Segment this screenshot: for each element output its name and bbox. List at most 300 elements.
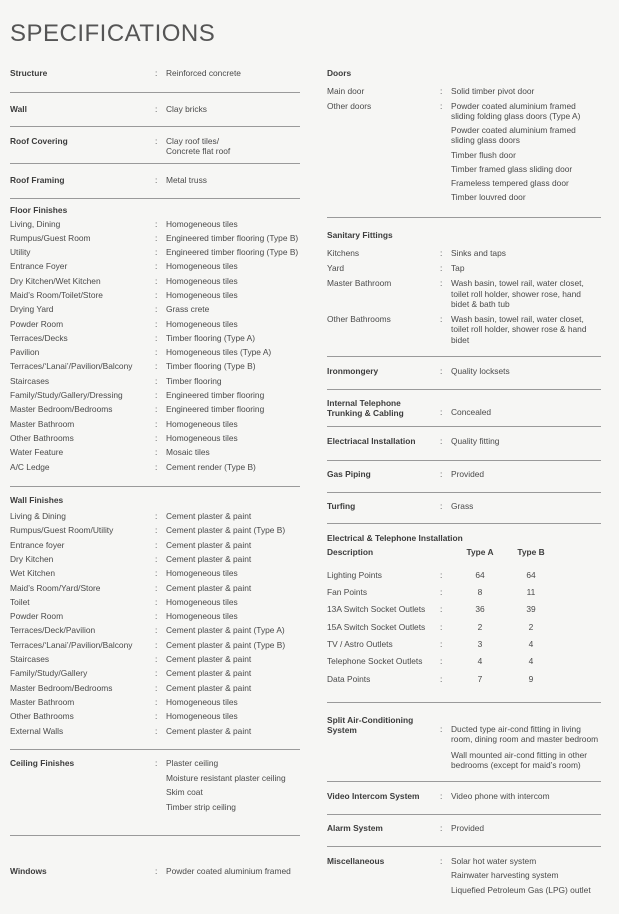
other-doors-value-line: Timber framed glass sliding door (451, 163, 573, 174)
wall-finish-item-label: Powder Room (10, 611, 64, 622)
floor-finish-item-value-line: Cement render (Type B) (166, 461, 256, 472)
wall-finish-item-value (166, 583, 300, 597)
other-doors-label: Other doors (327, 100, 372, 111)
colon-separator: : (155, 232, 158, 243)
sanitary-heading: Sanitary Fittings (327, 229, 393, 240)
colon-separator: : (155, 596, 158, 607)
video-intercom-value-line: Video phone with intercom (451, 791, 550, 802)
wall-finish-item-row (10, 726, 300, 740)
main-door-value (451, 86, 601, 100)
floor-finish-item-row (10, 247, 300, 261)
ironmongery-row (327, 366, 601, 379)
sanitary-item-row (327, 248, 601, 263)
electrical-installation-row (327, 436, 601, 449)
colon-separator: : (155, 175, 158, 185)
type-a-value: 8 (477, 586, 483, 597)
colon-separator: : (155, 625, 158, 636)
type-b-header: Type B (517, 547, 545, 558)
sanitary-item-value (451, 248, 601, 263)
colon-separator: : (155, 275, 158, 286)
telephone-row (327, 398, 601, 420)
floor-finish-item-value (166, 347, 300, 361)
description-header: Description (327, 547, 374, 558)
wall-finish-item-value-line: Cement plaster & paint (166, 668, 252, 679)
wall-finish-item-row (10, 611, 300, 625)
floor-finish-item-label: Living, Dining (10, 218, 61, 229)
floor-finish-item-row (10, 447, 300, 461)
colon-separator: : (440, 314, 443, 324)
floor-finish-item-value (166, 404, 300, 418)
ironmongery-value (451, 366, 601, 379)
elec-tel-row-label: 13A Switch Socket Outlets (327, 604, 426, 615)
structure-value (166, 68, 300, 81)
elec-tel-row (327, 570, 601, 587)
wall-section (10, 104, 300, 126)
miscellaneous-value-line: Rainwater harvesting system (451, 870, 559, 881)
floor-finish-item-value-line: Homogeneous tiles (Type A) (166, 347, 272, 358)
other-doors-value-line: Powder coated aluminium framed sliding glass doors (451, 125, 576, 146)
structure-label: Structure (10, 68, 48, 78)
miscellaneous-row (327, 856, 601, 900)
left-column (10, 68, 300, 879)
floor-finish-item-row (10, 433, 300, 447)
telephone-value (451, 398, 601, 420)
sanitary-item-value-line: Wash basin, towel rail, water closet, toilet roll holder, shower rose, hand bidet & bath tub (451, 278, 584, 309)
colon-separator: : (155, 711, 158, 722)
colon-separator: : (440, 791, 443, 802)
sanitary-item-value-line: Tap (451, 263, 465, 273)
electrical-section (327, 436, 601, 460)
wall-finish-item-label: Master Bathroom (10, 696, 75, 707)
wall-finish-item-value (166, 540, 300, 554)
floor-finish-item-value (166, 419, 300, 433)
wall-finish-item-label: Rumpus/Guest Room/Utility (10, 525, 114, 536)
floor-finish-item-label: Terraces/Decks (10, 332, 68, 343)
type-b-value: 4 (528, 639, 534, 650)
ceiling-finishes-value-line: Moisture resistant plaster ceiling (166, 772, 286, 783)
ceiling-finishes-value-line: Skim coat (166, 787, 203, 798)
colon-separator: : (155, 218, 158, 229)
electrical-installation-label: Electriacal Installation (327, 436, 416, 447)
colon-separator: : (155, 347, 158, 358)
wall-finish-item-value-line: Cement plaster & paint (166, 582, 252, 593)
wall-finish-item-row (10, 683, 300, 697)
main-door-value-line: Solid timber pivot door (451, 86, 535, 97)
windows-row (10, 866, 300, 879)
colon-separator: : (155, 135, 158, 146)
sanitary-item-row (327, 314, 601, 350)
elec-tel-row (327, 656, 601, 673)
wall-finish-item-label: Other Bathrooms (10, 711, 74, 722)
type-b-value: 39 (526, 604, 536, 615)
elec-tel-row-label: Lighting Points (327, 569, 382, 580)
floor-finish-item-label: Master Bedroom/Bedrooms (10, 404, 113, 415)
floor-finish-item-value (166, 304, 300, 318)
colon-separator: : (155, 568, 158, 579)
colon-separator: : (155, 668, 158, 679)
floor-finish-item-value-line: Engineered timber flooring (Type B) (166, 232, 299, 243)
wall-finishes-heading: Wall Finishes (10, 494, 64, 505)
video-intercom-value (451, 791, 601, 804)
colon-separator: : (440, 673, 443, 684)
elec-tel-row-label: TV / Astro Outlets (327, 639, 393, 650)
floor-finishes-heading: Floor Finishes (10, 205, 68, 216)
elec-tel-row (327, 674, 601, 691)
other-doors-value-line: Timber flush door (451, 149, 516, 160)
turfing-row (327, 501, 601, 514)
gas-piping-label: Gas Piping (327, 468, 371, 479)
other-doors-value-line: Powder coated aluminium framed sliding folding glass doors (Type A) (451, 100, 581, 121)
wall-finish-item-value (166, 625, 300, 639)
roof-framing-value (166, 175, 300, 188)
floor-finish-item-value-line: Homogeneous tiles (166, 318, 238, 329)
floor-finish-item-value-line: Homogeneous tiles (166, 432, 238, 443)
type-b-value: 11 (526, 586, 536, 597)
sanitary-item-label: Master Bathroom (327, 278, 392, 289)
floor-finish-item-label: Maid’s Room/Toilet/Store (10, 289, 103, 300)
floor-finish-item-value (166, 319, 300, 333)
elec-tel-header-row (327, 547, 601, 557)
colon-separator: : (155, 332, 158, 343)
colon-separator: : (155, 304, 158, 315)
floor-finish-item-row (10, 419, 300, 433)
wall-finish-item-label: Family/Study/Gallery (10, 668, 88, 679)
intercom-section (327, 791, 601, 815)
floor-finish-item-value-line: Mosaic tiles (166, 447, 210, 458)
doors-section (327, 68, 601, 218)
floor-finish-item-label: Staircases (10, 375, 50, 386)
floor-finish-item-row (10, 319, 300, 333)
floor-finish-item-value-line: Homogeneous tiles (166, 261, 238, 272)
colon-separator: : (155, 757, 158, 768)
colon-separator: : (155, 582, 158, 593)
floor-finish-item-label: Rumpus/Guest Room (10, 232, 91, 243)
wall-finish-item-value (166, 726, 300, 740)
other-doors-row (327, 101, 601, 207)
colon-separator: : (155, 525, 158, 536)
aircon-value-line: Ducted type air-cond fitting in living room, dining room and master bedroom (451, 724, 599, 745)
wall-value-line: Clay bricks (166, 104, 207, 115)
floor-finish-item-row (10, 333, 300, 347)
colon-separator: : (440, 656, 443, 667)
wall-value (166, 104, 300, 117)
sanitary-item-value-line: Sinks and taps (451, 247, 506, 258)
colon-separator: : (440, 100, 443, 111)
windows-value (166, 866, 300, 879)
colon-separator: : (155, 682, 158, 693)
ceiling-finishes-value (166, 758, 300, 817)
ironmongery-section (327, 366, 601, 390)
floor-finish-item-label: Drying Yard (10, 304, 54, 315)
windows-value-line: Powder coated aluminium framed (166, 865, 291, 876)
floor-finish-item-row (10, 361, 300, 375)
wall-finish-item-value-line: Cement plaster & paint (Type B) (166, 639, 286, 650)
other-doors-value-line: Timber louvred door (451, 192, 526, 203)
right-column (327, 68, 601, 900)
wall-finish-item-row (10, 511, 300, 525)
elec-tel-row (327, 639, 601, 656)
turfing-section (327, 501, 601, 524)
wall-finish-item-value-line: Cement plaster & paint (Type A) (166, 625, 285, 636)
colon-separator: : (155, 432, 158, 443)
gas-piping-value (451, 469, 601, 482)
floor-finish-item-label: Powder Room (10, 318, 64, 329)
floor-finish-item-label: A/C Ledge (10, 461, 50, 472)
elec-tel-heading: Electrical & Telephone Installation (327, 533, 463, 543)
floor-finish-item-value (166, 219, 300, 233)
floor-finish-item-row (10, 276, 300, 290)
floor-finish-item-value (166, 247, 300, 261)
type-b-value: 64 (526, 569, 536, 580)
telephone-value-line: Concealed (451, 407, 492, 417)
ceiling-finishes-label: Ceiling Finishes (10, 757, 75, 768)
elec-tel-section (327, 533, 601, 703)
colon-separator: : (155, 375, 158, 386)
floor-finish-item-value (166, 290, 300, 304)
type-a-value: 7 (477, 673, 483, 684)
windows-label: Windows (10, 865, 47, 876)
floor-finish-item-row (10, 347, 300, 361)
floor-finish-item-row (10, 304, 300, 318)
floor-finish-item-label: Pavilion (10, 347, 40, 358)
colon-separator: : (155, 461, 158, 472)
wall-finish-item-row (10, 654, 300, 668)
floor-finish-item-value-line: Timber flooring (166, 375, 222, 386)
main-door-label: Main door (327, 86, 365, 97)
wall-finish-item-label: Entrance foyer (10, 539, 65, 550)
roof-covering-value-line: Concrete flat roof (166, 145, 231, 156)
colon-separator: : (440, 263, 443, 273)
turfing-value (451, 501, 601, 514)
floor-finish-item-value (166, 333, 300, 347)
wall-finish-item-label: Dry Kitchen (10, 553, 54, 564)
roof-covering-section (10, 136, 300, 165)
colon-separator: : (155, 865, 158, 876)
floor-finish-item-value (166, 376, 300, 390)
colon-separator: : (440, 407, 443, 417)
telephone-label-line: Trunking & Cabling (327, 408, 404, 419)
colon-separator: : (440, 365, 443, 376)
colon-separator: : (155, 654, 158, 665)
colon-separator: : (440, 855, 443, 866)
wall-finish-item-row (10, 525, 300, 539)
wall-finish-item-value (166, 711, 300, 725)
type-a-value: 64 (475, 569, 485, 580)
wall-finish-item-label: Maid’s Room/Yard/Store (10, 582, 101, 593)
sanitary-item-row (327, 278, 601, 314)
wall-finish-item-value (166, 697, 300, 711)
windows-section (10, 866, 300, 879)
turfing-label: Turfing (327, 500, 356, 511)
wall-finish-item-label: Staircases (10, 654, 50, 665)
colon-separator: : (440, 639, 443, 650)
video-intercom-label: Video Intercom System (327, 791, 420, 802)
ceiling-finishes-value-line: Timber strip ceiling (166, 802, 236, 813)
colon-separator: : (155, 511, 158, 522)
wall-label: Wall (10, 104, 27, 115)
electrical-installation-value-line: Quality fitting (451, 436, 500, 447)
video-intercom-row (327, 791, 601, 804)
alarm-system-value-line: Provided (451, 823, 485, 834)
colon-separator: : (155, 725, 158, 736)
type-b-value: 9 (528, 673, 534, 684)
wall-finish-item-value (166, 668, 300, 682)
alarm-system-label: Alarm System (327, 823, 383, 834)
colon-separator: : (440, 724, 443, 735)
colon-separator: : (155, 447, 158, 458)
floor-finish-item-label: Family/Study/Gallery/Dressing (10, 390, 123, 401)
miscellaneous-value (451, 856, 601, 900)
sanitary-item-value (451, 314, 601, 350)
ceiling-finishes-row (10, 758, 300, 817)
floor-finish-item-row (10, 390, 300, 404)
aircon-label-line: Split Air-Conditioning (327, 715, 414, 726)
colon-separator: : (440, 247, 443, 258)
miscellaneous-value-line: Solar hot water system (451, 855, 537, 866)
wall-finish-item-row (10, 554, 300, 568)
floor-finish-item-value (166, 447, 300, 461)
wall-finish-item-row (10, 568, 300, 582)
ceiling-finishes-section (10, 758, 300, 836)
sanitary-item-label: Other Bathrooms (327, 314, 391, 324)
alarm-section (327, 823, 601, 846)
floor-finish-item-value-line: Timber flooring (Type B) (166, 361, 256, 372)
miscellaneous-value-line: Liquefied Petroleum Gas (LPG) outlet (451, 885, 591, 896)
floor-finish-item-label: Entrance Foyer (10, 261, 68, 272)
floor-finish-item-label: Master Bathroom (10, 418, 75, 429)
floor-finish-item-value-line: Engineered timber flooring (166, 404, 265, 415)
structure-row (10, 68, 300, 81)
wall-finish-item-value (166, 640, 300, 654)
wall-finish-item-value (166, 511, 300, 525)
colon-separator: : (155, 696, 158, 707)
sanitary-item-value-line: Wash basin, towel rail, water closet, toilet roll holder, shower rose & hand bidet (451, 314, 587, 345)
roof-framing-label: Roof Framing (10, 175, 65, 185)
floor-finish-item-value (166, 261, 300, 275)
floor-finish-item-value-line: Homogeneous tiles (166, 218, 238, 229)
spacer (440, 547, 451, 557)
colon-separator: : (155, 611, 158, 622)
colon-separator: : (440, 500, 443, 511)
wall-finish-item-value-line: Homogeneous tiles (166, 596, 238, 607)
wall-finish-item-label: External Walls (10, 725, 64, 736)
aircon-label-line: System (327, 725, 357, 736)
wall-finish-item-value-line: Homogeneous tiles (166, 568, 238, 579)
wall-finish-item-value-line: Cement plaster & paint (166, 725, 252, 736)
alarm-system-value (451, 823, 601, 836)
colon-separator: : (155, 247, 158, 258)
colon-separator: : (440, 823, 443, 834)
turfing-value-line: Grass (451, 500, 474, 511)
wall-finish-item-row (10, 640, 300, 654)
floor-finish-item-row (10, 261, 300, 275)
type-a-value: 36 (475, 604, 485, 615)
colon-separator: : (440, 621, 443, 632)
wall-finish-item-value (166, 611, 300, 625)
floor-finish-item-value (166, 233, 300, 247)
wall-finish-item-value-line: Homogeneous tiles (166, 611, 238, 622)
other-doors-value (451, 101, 601, 207)
ironmongery-label: Ironmongery (327, 365, 379, 376)
wall-finish-item-value (166, 554, 300, 568)
elec-tel-row (327, 622, 601, 639)
sanitary-item-value (451, 263, 601, 278)
floor-finish-item-row (10, 219, 300, 233)
sanitary-item-label: Kitchens (327, 247, 360, 258)
wall-finish-item-value (166, 654, 300, 668)
floor-finish-item-value-line: Timber flooring (Type A) (166, 332, 256, 343)
ceiling-finishes-value-line: Plaster ceiling (166, 757, 219, 768)
aircon-section (327, 715, 601, 782)
wall-finish-item-row (10, 583, 300, 597)
floor-finish-item-value-line: Homogeneous tiles (166, 289, 238, 300)
floor-finish-item-value-line: Homogeneous tiles (166, 418, 238, 429)
colon-separator: : (440, 604, 443, 615)
wall-finish-item-value (166, 568, 300, 582)
wall-finish-item-value-line: Homogeneous tiles (166, 711, 238, 722)
floor-finish-item-value (166, 433, 300, 447)
wall-finish-item-row (10, 625, 300, 639)
floor-finish-item-value (166, 276, 300, 290)
floor-finish-item-label: Water Feature (10, 447, 64, 458)
floor-finish-item-value (166, 361, 300, 375)
telephone-label (327, 398, 440, 420)
gas-section (327, 469, 601, 493)
roof-framing-value-line: Metal truss (166, 175, 207, 185)
type-a-value: 2 (477, 621, 483, 632)
wall-finish-item-label: Wet Kitchen (10, 568, 55, 579)
colon-separator: : (155, 318, 158, 329)
wall-finish-item-label: Terraces/‘Lanai’/Pavilion/Balcony (10, 639, 133, 650)
elec-tel-row-label: Telephone Socket Outlets (327, 656, 423, 667)
roof-covering-row (10, 136, 300, 157)
misc-section (327, 856, 601, 900)
wall-row (10, 104, 300, 117)
type-a-value: 4 (477, 656, 483, 667)
colon-separator: : (155, 104, 158, 115)
elec-tel-row-label: 15A Switch Socket Outlets (327, 621, 426, 632)
floor-finish-item-value-line: Engineered timber flooring (166, 390, 265, 401)
elec-tel-row (327, 604, 601, 621)
sanitary-item-label: Yard (327, 263, 345, 273)
colon-separator: : (155, 639, 158, 650)
floor-finish-item-value-line: Grass crete (166, 304, 210, 315)
wall-finish-item-label: Toilet (10, 596, 30, 607)
wall-finish-item-value-line: Cement plaster & paint (166, 682, 252, 693)
telephone-label-line: Internal Telephone (327, 398, 401, 408)
sanitary-item-row (327, 263, 601, 278)
wall-finish-item-value-line: Homogeneous tiles (166, 696, 238, 707)
elec-tel-row-label: Data Points (327, 673, 371, 684)
structure-value-line: Reinforced concrete (166, 68, 241, 78)
colon-separator: : (155, 539, 158, 550)
floor-finish-item-value-line: Engineered timber flooring (Type B) (166, 247, 299, 258)
elec-tel-row-label: Fan Points (327, 586, 368, 597)
wall-finish-item-row (10, 668, 300, 682)
structure-section (10, 68, 300, 93)
colon-separator: : (155, 390, 158, 401)
ironmongery-value-line: Quality locksets (451, 365, 510, 376)
roof-framing-row (10, 175, 300, 188)
wall-finish-item-row (10, 711, 300, 725)
wall-finish-item-value-line: Cement plaster & paint (166, 511, 252, 522)
floor-finish-item-row (10, 290, 300, 304)
floor-finish-item-label: Dry Kitchen/Wet Kitchen (10, 275, 101, 286)
floor-finish-item-row (10, 376, 300, 390)
floor-finish-item-value (166, 462, 300, 476)
floor-finish-item-label: Terraces/‘Lanai’/Pavilion/Balcony (10, 361, 133, 372)
aircon-row (327, 715, 601, 775)
